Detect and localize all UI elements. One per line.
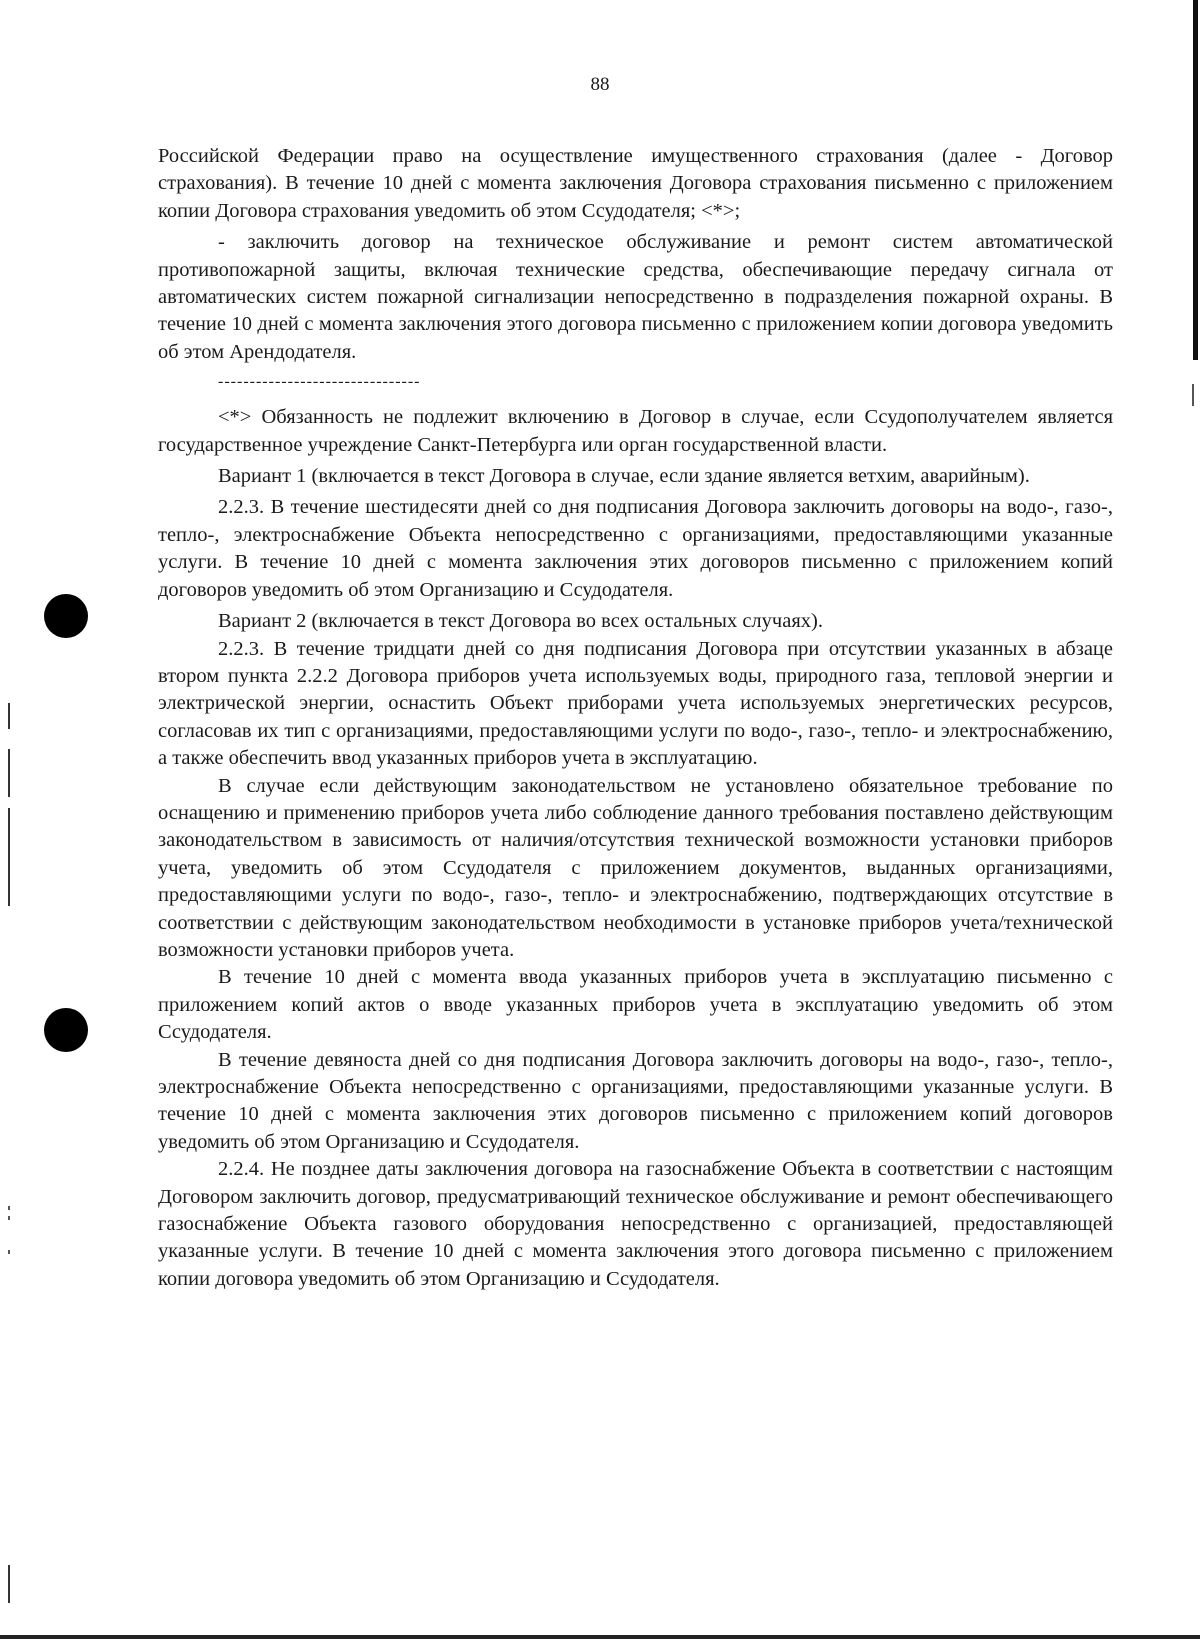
scan-edge-bottom xyxy=(0,1635,1200,1639)
variant-2-heading: Вариант 2 (включается в текст Договора во всех остальных случаях). xyxy=(218,610,823,633)
scan-margin-mark xyxy=(8,749,10,797)
paragraph-utility-contracts: В течение девяноста дней со дня подписания Договора заключить договоры на водо-, газо-, тепло-, электроснабжение Объекта непосредственно с организациями, предоставляющими указанные услуги. В течение 10 дней с момента заключения этих договоров письменно с приложением копий договоров уведомить об этом Организацию и Ссудодателя. xyxy=(158,1048,1113,1153)
scan-edge-mark xyxy=(1192,384,1194,406)
scan-margin-mark xyxy=(8,1565,10,1603)
scan-margin-mark xyxy=(8,808,10,906)
variant-1-heading: Вариант 1 (включается в текст Договора в случае, если здание является ветхим, аварийным). xyxy=(218,465,1030,488)
paragraph-fire-protection: - заключить договор на техническое обслуживание и ремонт систем автоматической противопожарной защиты, включая технические средства, обеспечивающие передачу сигнала от автоматических систем пожарной сигнализации непосредственно в подразделения пожарной охраны. В течение 10 дней с момента заключения этого договора письменно с приложением копии договора уведомить об этом Арендодателя. xyxy=(158,231,1113,363)
page-number: 88 xyxy=(590,74,610,95)
paragraph-insurance-continued: Российской Федерации право на осуществление имущественного страхования (далее - Договор страхования). В течение 10 дней с момента заключения Договора страхования письменно с приложением копии Договора страхования уведомить об этом Ссудодателя; <*>; xyxy=(158,145,1113,222)
scan-margin-mark xyxy=(8,703,10,729)
punch-hole-lower xyxy=(44,1008,88,1052)
document-body xyxy=(158,143,1113,1293)
scan-edge-right xyxy=(1193,0,1198,360)
paragraph-metering-notice: В течение 10 дней с момента ввода указанных приборов учета в эксплуатацию письменно с приложением копий актов о вводе указанных приборов учета в эксплуатацию уведомить об этом Ссудодателя. xyxy=(158,966,1113,1044)
clause-2-2-4: 2.2.4. Не позднее даты заключения договора на газоснабжение Объекта в соответствии с настоящим Договором заключить договор, предусматривающий техническое обслуживание и ремонт обеспечивающего газоснабжение Объекта газового оборудования непосредственно с организацией, предоставляющей указанные услуги. В течение 10 дней с момента заключения этого договора письменно с приложением копии договора уведомить об этом Организацию и Ссудодателя. xyxy=(158,1158,1113,1290)
footnote-separator: -------------------------------- xyxy=(218,373,421,391)
punch-hole-upper xyxy=(44,594,88,638)
paragraph-metering-exemption: В случае если действующим законодательством не установлено обязательное требование по оснащению и применению приборов учета либо соблюдение данного требования поставлено действующим законодательством в зависимость от наличия/отсутствия технической возможности установки приборов учета, уведомить об этом Ссудодателя с приложением документов, выданных организациями, предоставляющими услуги по водо-, газо-, тепло- и электроснабжению, подтверждающих отсутствие в соответствии с действующим законодательством необходимости в установке приборов учета/технической возможности установки приборов учета. xyxy=(158,774,1113,961)
clause-2-2-3-variant-1: 2.2.3. В течение шестидесяти дней со дня подписания Договора заключить договоры на водо-, газо-, тепло-, электроснабжение Объекта непосредственно с организациями, предоставляющими указанные услуги. В течение 10 дней с момента заключения этих договоров письменно с приложением копий договоров уведомить об этом Организацию и Ссудодателя. xyxy=(158,496,1113,601)
scan-margin-speck xyxy=(8,1206,10,1210)
footnote: <*> Обязанность не подлежит включению в Договор в случае, если Ссудополучателем является государственное учреждение Санкт-Петербурга или орган государственной власти. xyxy=(158,406,1113,456)
scan-margin-speck xyxy=(8,1250,10,1254)
clause-2-2-3-variant-2: 2.2.3. В течение тридцати дней со дня подписания Договора при отсутствии указанных в абзаце втором пункта 2.2.2 Договора приборов учета используемых воды, природного газа, тепловой энергии и электрической энергии, оснастить Объект приборами учета используемых энергетических ресурсов, согласовав их тип с организациями, предоставляющими услуги по водо-, газо-, тепло- и электроснабжению, а также обеспечить ввод указанных приборов учета в эксплуатацию. xyxy=(158,637,1113,770)
scan-margin-speck xyxy=(8,1216,10,1220)
